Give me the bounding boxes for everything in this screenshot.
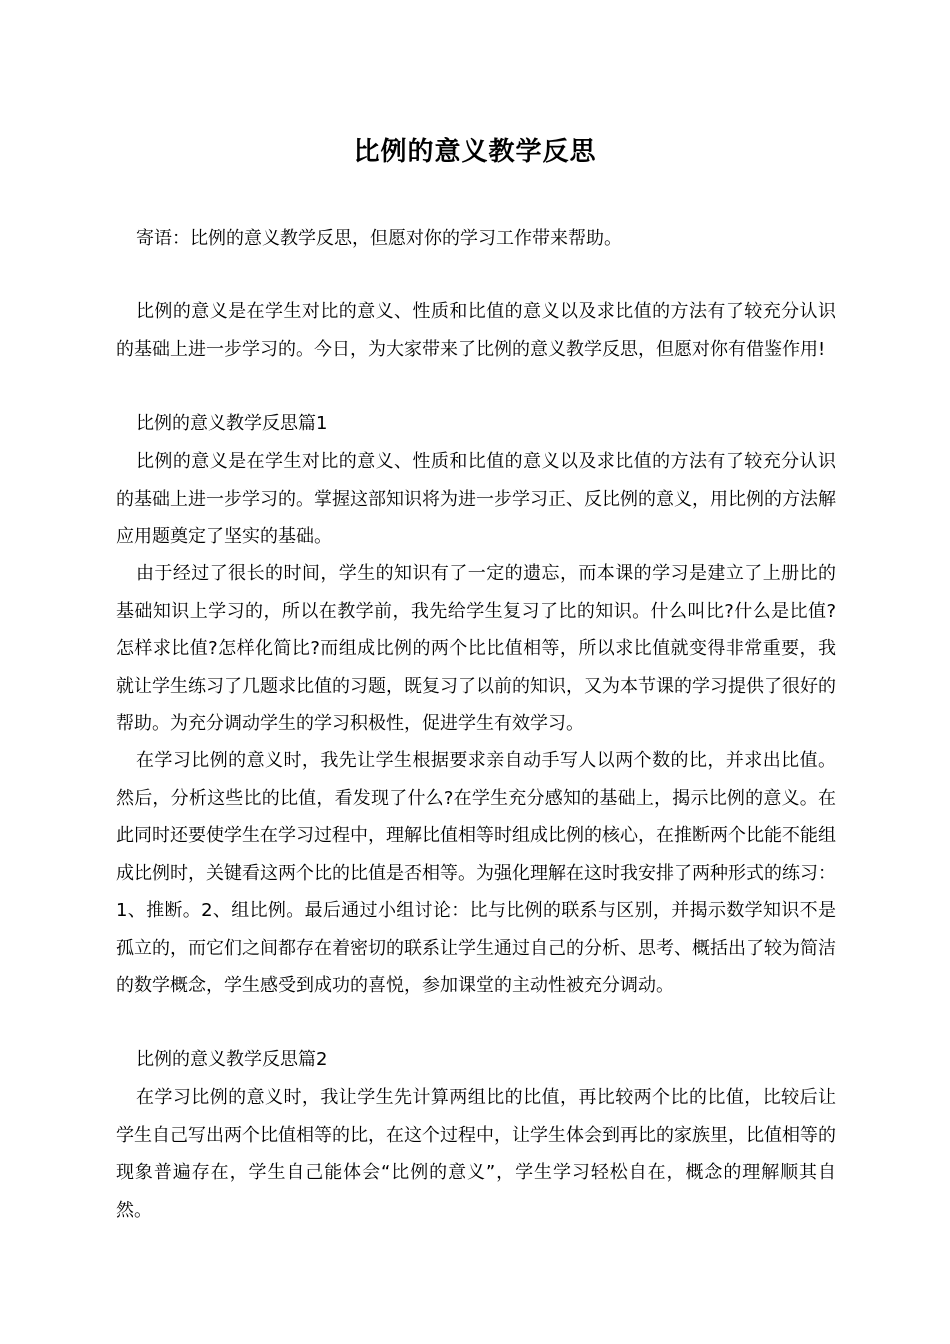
intro-paragraph: 比例的意义是在学生对比的意义、性质和比值的意义以及求比值的方法有了较充分认识的基础上进一步学习的。今日，为大家带来了比例的意义教学反思，但愿对你有借鉴作用! xyxy=(116,301,836,360)
section-1-heading: 比例的意义教学反思篇1 xyxy=(136,413,328,434)
foreword: 寄语：比例的意义教学反思，但愿对你的学习工作带来帮助。 xyxy=(136,228,622,249)
section-1-paragraph-3: 在学习比例的意义时，我先让学生根据要求亲自动手写人以两个数的比，并求出比值。然后，分析这些比的比值，看发现了什么?在学生充分感知的基础上，揭示比例的意义。在此同时还要使学生在学习过程中，理解比值相等时组成比例的核心，在推断两个比能不能组成比例时，关键看这两个比的比值是否相等。为强化理解在这时我安排了两种形式的练习：1、推断。2、组比例。最后通过小组讨论：比与比例的联系与区别，并揭示数学知识不是孤立的，而它们之间都存在着密切的联系让学生通过自己的分析、思考、概括出了较为简洁的数学概念，学生感受到成功的喜悦，参加课堂的主动性被充分调动。 xyxy=(116,750,836,996)
page-title: 比例的意义教学反思 xyxy=(353,137,597,167)
section-1-paragraph-2: 由于经过了很长的时间，学生的知识有了一定的遗忘，而本课的学习是建立了上册比的基础知识上学习的，所以在教学前，我先给学生复习了比的知识。什么叫比?什么是比值?怎样求比值?怎样化简比?而组成比例的两个比比值相等，所以求比值就变得非常重要，我就让学生练习了几题求比值的习题，既复习了以前的知识，又为本节课的学习提供了很好的帮助。为充分调动学生的学习积极性，促进学生有效学习。 xyxy=(116,563,836,734)
section-1-paragraph-1: 比例的意义是在学生对比的意义、性质和比值的意义以及求比值的方法有了较充分认识的基础上进一步学习的。掌握这部知识将为进一步学习正、反比例的意义，用比例的方法解应用题奠定了坚实的基础。 xyxy=(116,451,836,547)
section-2-heading: 比例的意义教学反思篇2 xyxy=(136,1049,328,1070)
section-2-paragraph-1: 在学习比例的意义时，我让学生先计算两组比的比值，再比较两个比的比值，比较后让学生自己写出两个比值相等的比，在这个过程中，让学生体会到再比的家族里，比值相等的现象普遍存在，学生自己能体会“比例的意义”，学生学习轻松自在，概念的理解顺其自然。 xyxy=(116,1087,836,1221)
